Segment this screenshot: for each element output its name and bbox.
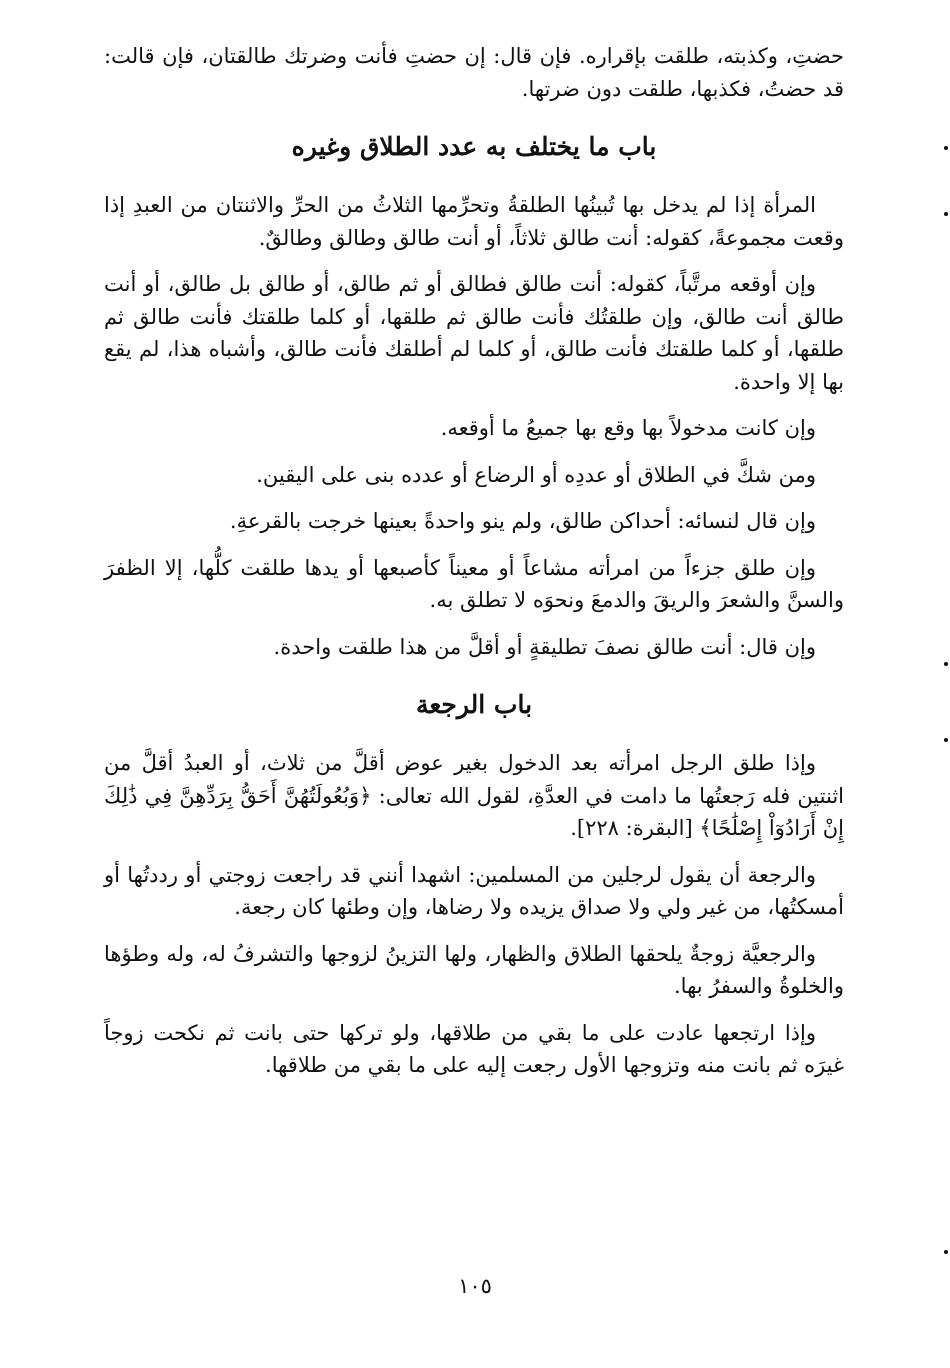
scan-speck [944,212,948,216]
paragraph: وإن قال: أنت طالق نصفَ تطليقةٍ أو أقلَّ من هذا طلقت واحدة. [273,634,816,659]
scan-speck [944,662,948,666]
paragraph: ومن شكَّ في الطلاق أو عددِه أو الرضاع أو عدده بنى على اليقين. [256,462,816,487]
paragraph: وإذا طلق الرجل امرأته بعد الدخول بغير عوض أقلَّ من ثلاث، أو العبدُ أقلَّ من اثنتين فله رَجعتُها ما دامت في العدَّةِ، لقول الله تعالى: ﴿وَبُعُولَتُهُنَّ أَحَقُّ بِرَدِّهِنَّ فِي ذَٰلِكَ إِنْ أَرَادُوٓاْ إِصْلَٰحًا﴾ [البقرة: ٢٢٨]. [104,751,844,840]
section-heading-raja: باب الرجعة [415,690,533,719]
paragraph: وإذا ارتجعها عادت على ما بقي من طلاقها، ولو تركها حتى بانت ثم نكحت زوجاً غيرَه ثم بانت منه وتزوجها الأول رجعت إليه على ما بقي من طلاقها. [104,1020,844,1077]
paragraph: وإن طلق جزءاً من امرأته مشاعاً أو معيناً كأصبعها أو يدها طلقت كلُّها، إلا الظفرَ والسنَّ والشعرَ والريقَ والدمعَ ونحوَه لا تطلق به. [104,555,844,612]
section-heading-divorce-count: باب ما يختلف به عدد الطلاق وغيره [291,132,657,161]
scan-speck [944,146,948,150]
scan-speck [944,738,948,742]
paragraph: والرجعيَّة زوجةٌ يلحقها الطلاق والظهار، ولها التزينُ لزوجها والتشرفُ له، وله وطؤها والخلوةُ والسفرُ بها. [104,941,844,998]
paragraph: وإن أوقعه مرتَّباً، كقوله: أنت طالق فطالق أو ثم طالق، أو طالق بل طالق، أو أنت طالق أنت طالق، وإن طلقتُك فأنت طالق ثم طلقها، أو كلما طلقتك فأنت طالق ثم طلقها، أو كلما طلقتك فأنت طالق، أو كلما لم أطلقك فأنت طالق، وأشباه هذا، لم يقع بها إلا واحدة. [104,272,844,394]
continued-paragraph: حضتِ، وكذبته، طلقت بإقراره. فإن قال: إن حضتِ فأنت وضرتك طالقتان، فإن قالت: قد حضتُ، فكذبها، طلقت دون ضرتها. [104,44,844,101]
paragraph: وإن قال لنسائه: أحداكن طالق، ولم ينو واحدةً بعينها خرجت بالقرعةِ. [229,509,816,533]
paragraph: وإن كانت مدخولاً بها وقع بها جميعُ ما أوقعه. [440,416,816,440]
scan-speck [944,1250,948,1254]
page-body [104,40,844,1082]
paragraph: والرجعة أن يقول لرجلين من المسلمين: اشهدا أنني قد راجعت زوجتي أو رددتُها أو أمسكتُها، من غير ولي ولا صداق يزيده ولا رضاها، وإن وطئها كان رجعة. [104,862,844,919]
paragraph: المرأة إذا لم يدخل بها تُبينُها الطلقةُ وتحرِّمها الثلاثُ من الحرِّ والاثنتان من العبدِ إذا وقعت مجموعةً، كقوله: أنت طالق ثلاثاً، أو أنت طالق وطالق وطالقٌ. [104,193,844,250]
page-number: ١٠٥ [458,1274,492,1298]
